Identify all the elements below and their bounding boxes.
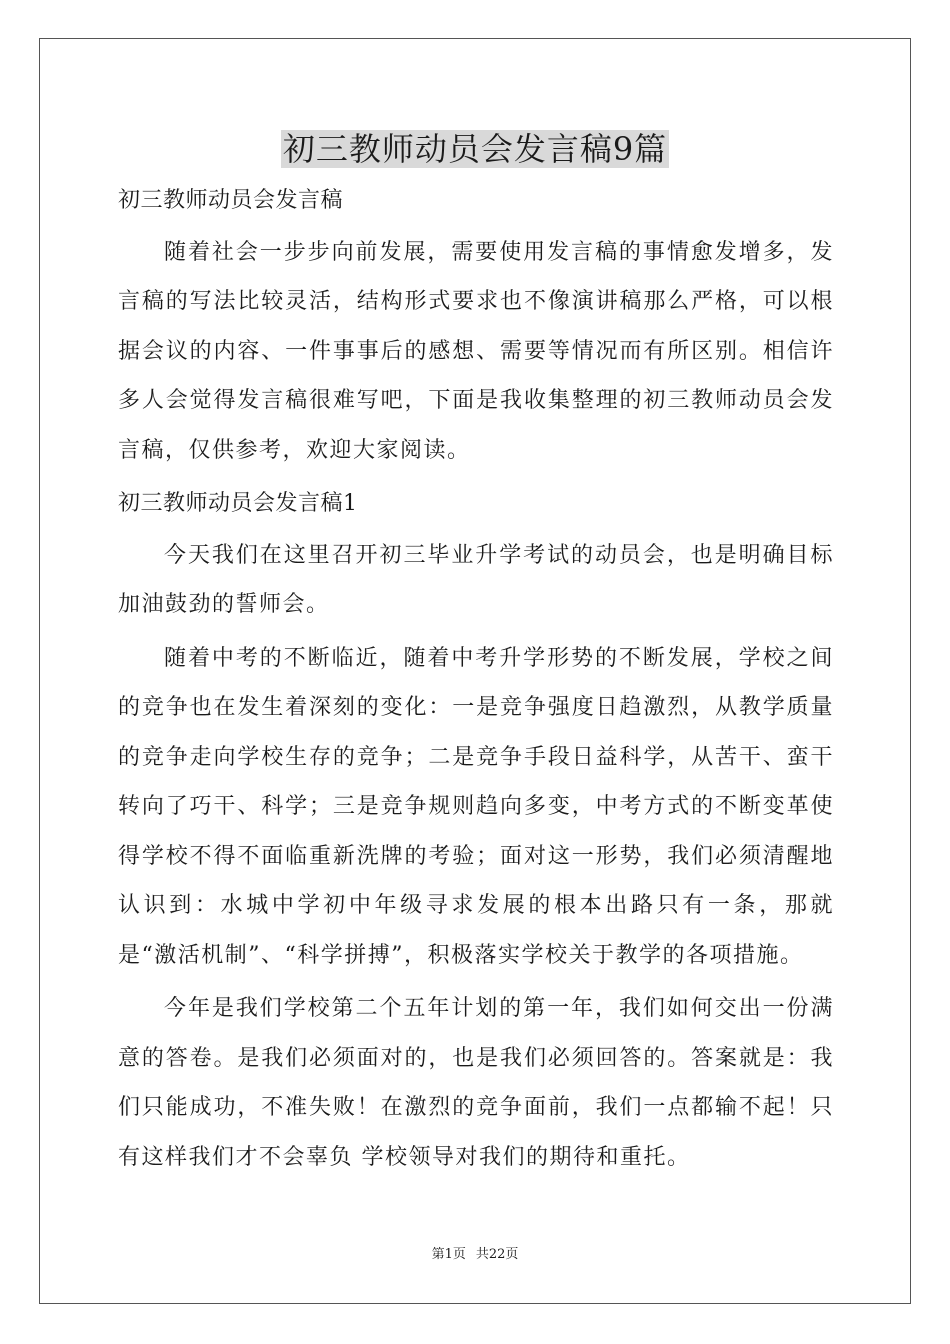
body-paragraph: 随着中考的不断临近，随着中考升学形势的不断发展，学校之间的竞争也在发生着深刻的变化：一是竞争强度日趋激烈，从教学质量的竞争走向学校生存的竞争；二是竞争手段日益科学，从苦干、蛮干转向了巧干、科学；三是竞争规则趋向多变，中考方式的不断变革使得学校不得不面临重新洗牌的考验；面对这一形势，我们必须清醒地认识到：水城中学初中年级寻求发展的根本出路只有一条，那就是“激活机制”、“科学拼搏”，积极落实学校关于教学的各项措施。 (118, 645, 834, 968)
page-footer (0, 1246, 950, 1264)
body-paragraph: 今天我们在这里召开初三毕业升学考试的动员会，也是明确目标加油鼓劲的誓师会。 (118, 542, 834, 617)
title-text: 初三教师动员会发言稿9篇 (282, 130, 668, 168)
body-paragraph: 随着社会一步步向前发展，需要使用发言稿的事情愈发增多，发言稿的写法比较灵活，结构形式要求也不像演讲稿那么严格，可以根据会议的内容、一件事事后的感想、需要等情况而有所区别。相信许多人会觉得发言稿很难写吧，下面是我收集整理的初三教师动员会发言稿，仅供参考，欢迎大家阅读。 (118, 239, 834, 463)
section-heading: 初三教师动员会发言稿1 (118, 491, 358, 516)
page-total: 共22页 (475, 1247, 519, 1262)
document-title (0, 128, 950, 170)
section-heading: 初三教师动员会发言稿 (118, 188, 344, 213)
document-body (118, 176, 834, 1186)
page-number: 第1页 (431, 1247, 466, 1262)
body-paragraph: 今年是我们学校第二个五年计划的第一年，我们如何交出一份满意的答卷。是我们必须面对的，也是我们必须回答的。答案就是：我们只能成功，不准失败！在激烈的竞争面前，我们一点都输不起！只有这样我们才不会辜负 学校领导对我们的期待和重托。 (118, 996, 834, 1170)
